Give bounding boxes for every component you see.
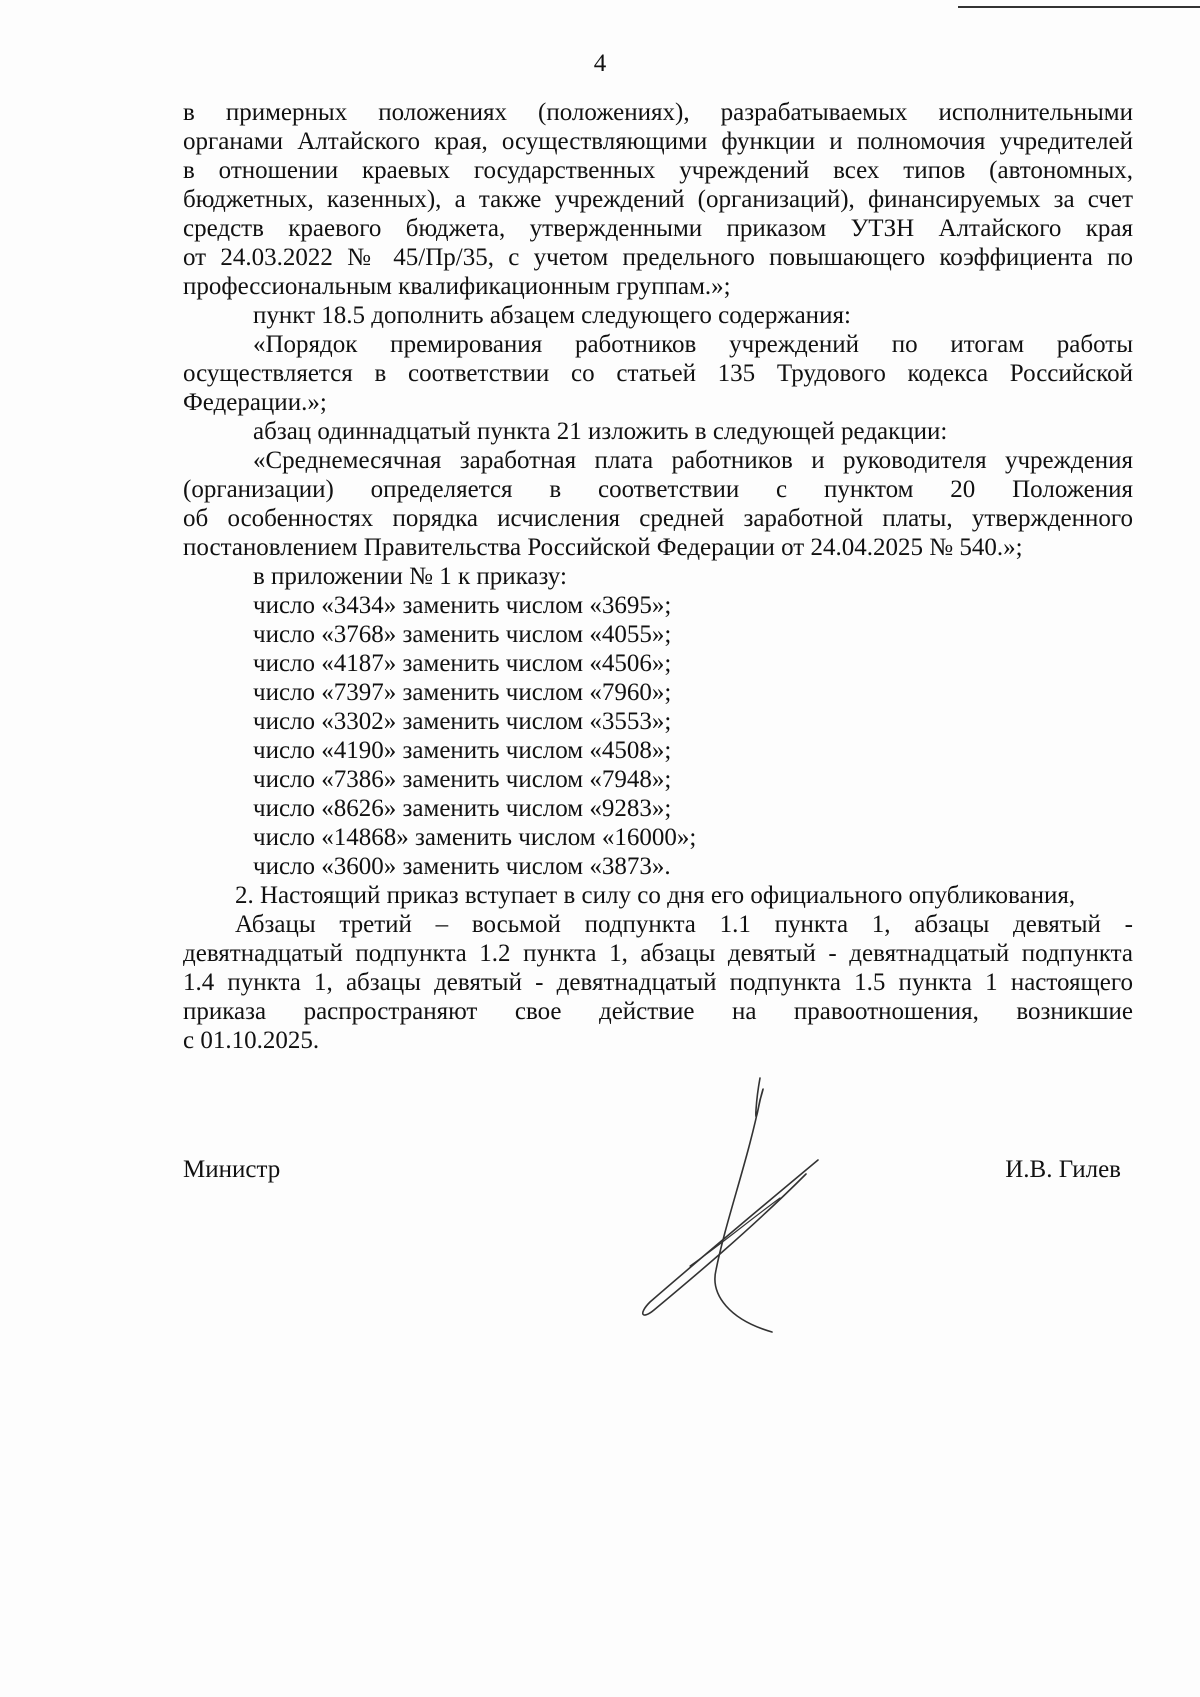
paragraph-average-salary	[183, 446, 1133, 562]
text-line: (организации) определяется в соответствии с пунктом 20 Положения	[183, 476, 1133, 503]
signer-position: Министр	[183, 1156, 281, 1183]
text-line: в отношении краевых государственных учреждений всех типов (автономных,	[183, 157, 1133, 184]
paragraph-amendment-21: абзац одиннадцатый пункта 21 изложить в следующей редакции:	[253, 418, 948, 445]
text-line: с 01.10.2025.	[183, 1027, 320, 1054]
text-line: Абзацы третий – восьмой подпункта 1.1 пункта 1, абзацы девятый -	[235, 911, 1133, 938]
text-line: Федерации.»;	[183, 389, 327, 416]
text-line: осуществляется в соответствии со статьей 135 Трудового кодекса Российской	[183, 360, 1133, 387]
text-line: от 24.03.2022 № 45/Пр/35, с учетом предельного повышающего коэффициента по	[183, 244, 1133, 271]
list-item: число «4190» заменить числом «4508»;	[253, 737, 672, 764]
replacement-list	[183, 591, 1133, 881]
list-item: число «7386» заменить числом «7948»;	[253, 766, 672, 793]
text-line: об особенностях порядка исчисления средней заработной платы, утвержденного	[183, 505, 1133, 532]
paragraph-amendment-18-5: пункт 18.5 дополнить абзацем следующего содержания:	[253, 302, 851, 329]
text-line: приказа распространяют свое действие на правоотношения, возникшие	[183, 998, 1133, 1025]
text-line: средств краевого бюджета, утвержденными приказом УТЗН Алтайского края	[183, 215, 1133, 242]
list-item: число «3768» заменить числом «4055»;	[253, 621, 672, 648]
signer-name: И.В. Гилев	[1005, 1156, 1121, 1183]
text-line: профессиональным квалификационным группам.»;	[183, 273, 731, 300]
list-item: число «3600» заменить числом «3873».	[253, 853, 671, 880]
text-line: «Порядок премирования работников учреждений по итогам работы	[253, 331, 1133, 358]
text-line: 1.4 пункта 1, абзацы девятый - девятнадцатый подпункта 1.5 пункта 1 настоящего	[183, 969, 1133, 996]
list-item: число «3434» заменить числом «3695»;	[253, 592, 672, 619]
document-body	[183, 98, 1133, 1055]
page-number: 4	[593, 50, 607, 77]
text-line: бюджетных, казенных), а также учреждений (организаций), финансируемых за счет	[183, 186, 1133, 213]
list-item: число «14868» заменить числом «16000»;	[253, 824, 697, 851]
text-line: в примерных положениях (положениях), разрабатываемых исполнительными	[183, 99, 1133, 126]
paragraph-bonus-procedure	[183, 330, 1133, 417]
list-item: число «3302» заменить числом «3553»;	[253, 708, 672, 735]
list-item: число «8626» заменить числом «9283»;	[253, 795, 672, 822]
paragraph-retroactive-application	[183, 910, 1133, 1055]
handwritten-signature	[630, 1070, 830, 1340]
paragraph-appendix-1: в приложении № 1 к приказу:	[253, 563, 567, 590]
paragraph-continuation	[183, 98, 1133, 301]
signature-block	[0, 1156, 1200, 1196]
list-item: число «7397» заменить числом «7960»;	[253, 679, 672, 706]
top-edge-rule	[958, 6, 1200, 8]
text-line: постановлением Правительства Российской Федерации от 24.04.2025 № 540.»;	[183, 534, 1023, 561]
text-line: «Среднемесячная заработная плата работников и руководителя учреждения	[253, 447, 1133, 474]
list-item: число «4187» заменить числом «4506»;	[253, 650, 672, 677]
paragraph-effective-date: 2. Настоящий приказ вступает в силу со дня его официального опубликования,	[235, 882, 1076, 909]
text-line: органами Алтайского края, осуществляющими функции и полномочия учредителей	[183, 128, 1133, 155]
text-line: девятнадцатый подпункта 1.2 пункта 1, абзацы девятый - девятнадцатый подпункта	[183, 940, 1133, 967]
